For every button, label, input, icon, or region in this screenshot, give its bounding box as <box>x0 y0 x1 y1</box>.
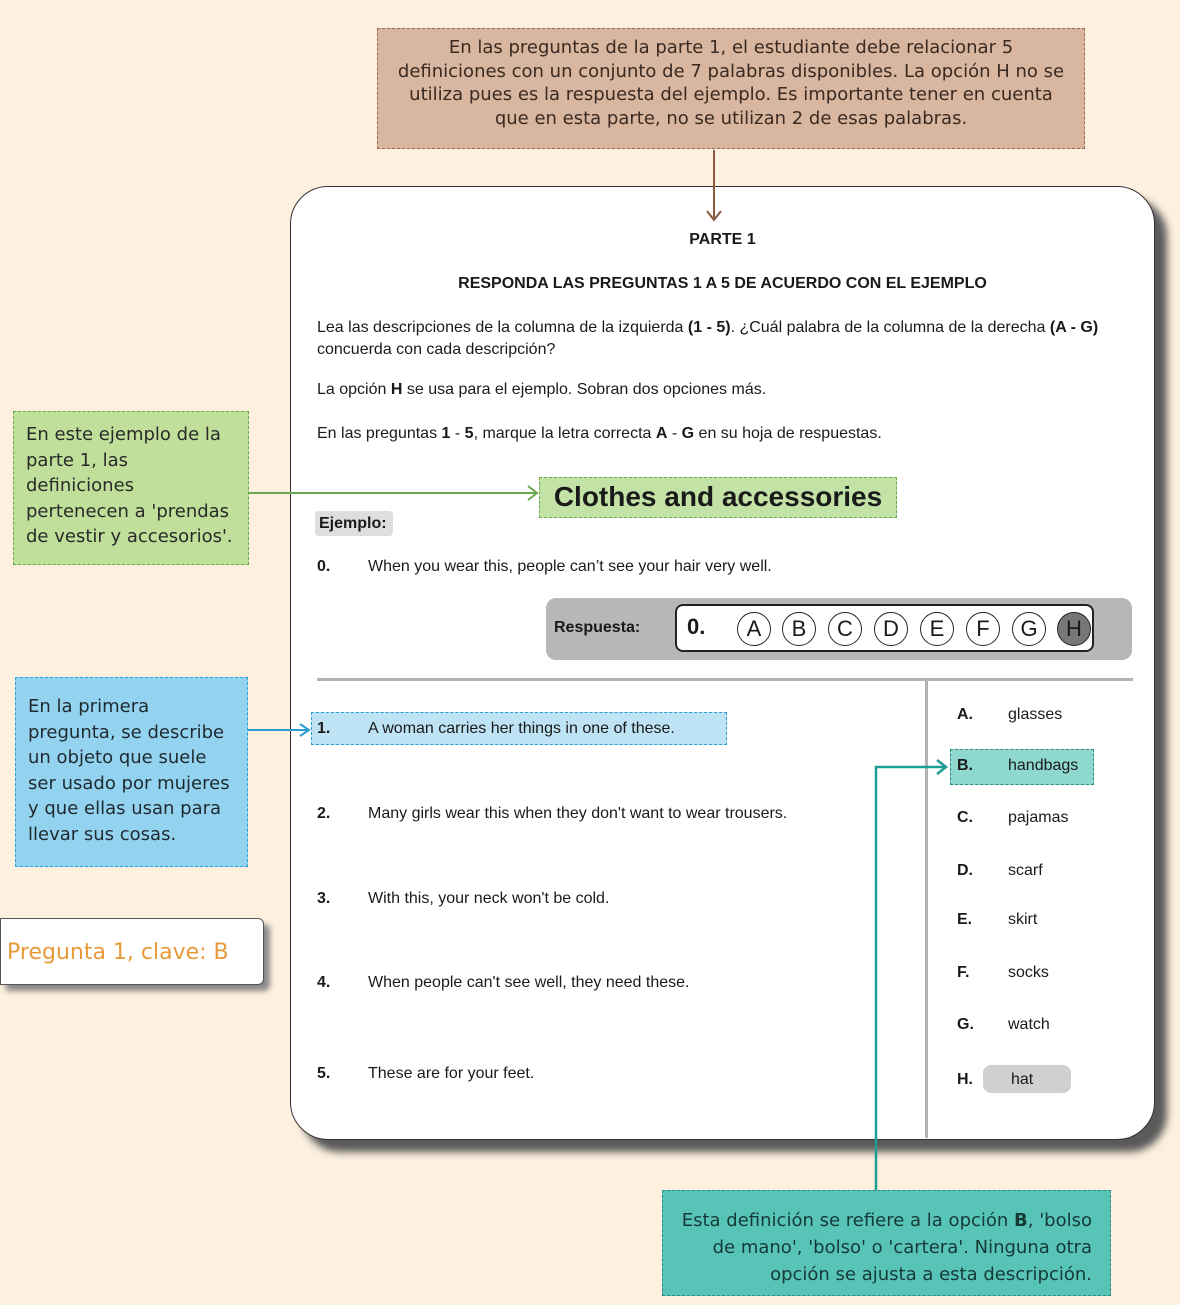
exam-card <box>290 186 1155 1140</box>
option-c-letter: C. <box>957 809 973 826</box>
question-2-number: 2. <box>317 805 331 822</box>
bubble-b[interactable]: B <box>782 612 816 646</box>
p2-a: La opción <box>317 381 391 398</box>
option-f-word: socks <box>1008 964 1049 981</box>
question-5-number: 5. <box>317 1065 331 1082</box>
option-g-letter: G. <box>957 1016 974 1033</box>
option-e-letter: E. <box>957 911 973 928</box>
answer-number: 0. <box>687 614 706 639</box>
question-1-text: A woman carries her things in one of these. <box>368 720 675 737</box>
top-explanation-note: En las preguntas de la parte 1, el estudiante debe relacionar 5 definiciones con un conjunto de 7 palabras disponibles. La opción H no se utiliza pues es la respuesta del ejemplo. Es importante tener en cuenta que en esta parte, no se utilizan 2 de esas palabras. <box>377 28 1085 149</box>
bubble-c[interactable]: C <box>828 612 862 646</box>
option-h-word: hat <box>1011 1071 1034 1088</box>
option-h-letter: H. <box>957 1071 973 1088</box>
p3-i: en su hoja de respuestas. <box>694 425 882 442</box>
teal-note-suffix: , 'bolso de mano', 'bolso' o 'cartera'. Ninguna otra opción se ajusta a esta descripción. <box>712 1210 1092 1285</box>
option-b-word: handbags <box>1008 757 1079 774</box>
question-1-explanation-note: En la primera pregunta, se describe un objeto que suele ser usado por mujeres y que ellas usan para llevar sus cosas. <box>15 677 248 867</box>
option-d-word: scarf <box>1008 862 1043 879</box>
p3-h: G <box>681 425 695 442</box>
option-c-word: pajamas <box>1008 809 1069 826</box>
answer-key-box: Pregunta 1, clave: B <box>0 918 264 985</box>
answer-panel <box>546 598 1132 660</box>
bubble-h[interactable]: H <box>1057 612 1091 646</box>
p3-c: - <box>450 425 465 442</box>
answer-label: Respuesta: <box>554 619 641 636</box>
p3-f: A <box>655 425 668 442</box>
option-a-letter: A. <box>957 706 973 723</box>
p1-d: (A - G) <box>1049 319 1099 336</box>
p3-b: 1 <box>441 425 451 442</box>
p1-e: concuerda con cada descripción? <box>317 341 556 358</box>
part-title: PARTE 1 <box>689 231 756 248</box>
vertical-divider <box>925 678 928 1138</box>
option-e-word: skirt <box>1008 911 1038 928</box>
horizontal-divider <box>317 678 1133 681</box>
topic-explanation-note: En este ejemplo de la parte 1, las definiciones pertenecen a 'prendas de vestir y accesorios'. <box>13 411 249 565</box>
question-3-number: 3. <box>317 890 331 907</box>
question-1-number: 1. <box>317 720 331 737</box>
option-f-letter: F. <box>957 964 970 981</box>
p3-a: En las preguntas <box>317 425 442 442</box>
p2-c: se usa para el ejemplo. Sobran dos opciones más. <box>402 381 767 398</box>
p1-b: (1 - 5) <box>687 319 731 336</box>
option-b-letter: B. <box>957 757 973 774</box>
option-b-explanation-note <box>662 1190 1111 1296</box>
topic-heading: Clothes and accessories <box>539 477 897 518</box>
instructions-paragraph-2 <box>317 381 766 399</box>
instructions-title: RESPONDA LAS PREGUNTAS 1 A 5 DE ACUERDO CON EL EJEMPLO <box>458 275 987 292</box>
p1-c: . ¿Cuál palabra de la columna de la derecha <box>730 319 1050 336</box>
example-number: 0. <box>317 558 331 575</box>
question-5-text: These are for your feet. <box>368 1065 535 1082</box>
p3-g: - <box>667 425 682 442</box>
teal-note-prefix: Esta definición se refiere a la opción <box>681 1210 1015 1231</box>
question-3-text: With this, your neck won't be cold. <box>368 890 610 907</box>
example-text: When you wear this, people can’t see your hair very well. <box>368 558 772 575</box>
teal-note-letter: B <box>1014 1210 1028 1231</box>
p3-e: , marque la letra correcta <box>473 425 656 442</box>
bubble-g[interactable]: G <box>1012 612 1046 646</box>
instructions-paragraph-1 <box>317 317 1137 361</box>
question-2-text: Many girls wear this when they don't want to wear trousers. <box>368 805 788 822</box>
bubble-e[interactable]: E <box>920 612 954 646</box>
answer-bubble-row <box>675 604 1094 652</box>
option-d-letter: D. <box>957 862 973 879</box>
option-a-word: glasses <box>1008 706 1063 723</box>
bubble-a[interactable]: A <box>737 612 771 646</box>
bubble-d[interactable]: D <box>874 612 908 646</box>
p2-b: H <box>390 381 403 398</box>
question-4-number: 4. <box>317 974 331 991</box>
bubble-f[interactable]: F <box>966 612 1000 646</box>
question-4-text: When people can't see well, they need these. <box>368 974 690 991</box>
instructions-paragraph-3 <box>317 425 882 443</box>
p3-d: 5 <box>464 425 474 442</box>
p1-a: Lea las descripciones de la columna de la izquierda <box>317 319 688 336</box>
option-g-word: watch <box>1008 1016 1050 1033</box>
example-label: Ejemplo: <box>315 511 393 536</box>
